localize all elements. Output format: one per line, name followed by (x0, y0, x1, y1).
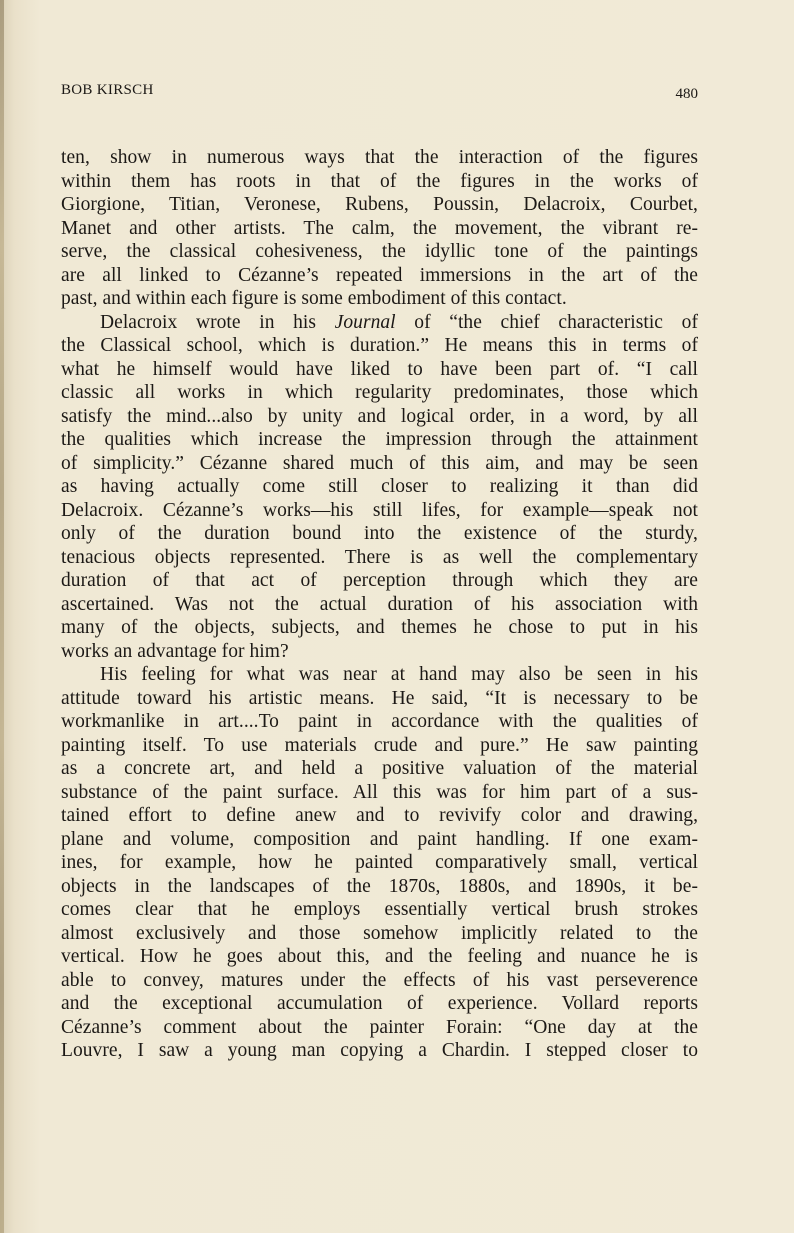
running-head-author: BOB KIRSCH (61, 82, 154, 98)
text-line: only of the duration bound into the existence of the sturdy, (61, 523, 698, 544)
journal-title: Journal (334, 311, 396, 333)
text-line: as a concrete art, and held a positive valuation of the material (61, 758, 698, 779)
text-line: plane and volume, composition and paint handling. If one exam- (61, 828, 698, 850)
text-line: Manet and other artists. The calm, the movement, the vibrant re- (61, 217, 698, 239)
text-line: duration of that act of perception through which they are (61, 570, 698, 591)
text-line: substance of the paint surface. All this was for him part of a sus- (61, 781, 698, 803)
text-line (61, 311, 698, 335)
text-line: the Classical school, which is duration.” He means this in terms of (61, 335, 698, 356)
text-line: attitude toward his artistic means. He said, “It is necessary to be (61, 687, 698, 709)
text-line: past, and within each figure is some embodiment of this contact. (61, 288, 567, 309)
text-line: within them has roots in that of the figures in the works of (61, 170, 698, 192)
text-line: are all linked to Cézanne’s repeated immersions in the art of the (61, 264, 698, 286)
text-line: works an advantage for him? (61, 640, 289, 662)
binding-edge (0, 0, 4, 1233)
text-line: Delacroix. Cézanne’s works—his still lifes, for example—speak not (61, 499, 698, 521)
page-number: 480 (675, 86, 698, 102)
text-line: classic all works in which regularity predominates, those which (61, 382, 698, 403)
text-line: the qualities which increase the impression through the attainment (61, 429, 698, 450)
text-line: ines, for example, how he painted comparatively small, vertical (61, 852, 698, 873)
text-line: able to convey, matures under the effects of his vast perseverence (61, 969, 698, 991)
text-line: painting itself. To use materials crude and pure.” He saw painting (61, 734, 698, 756)
text-line: Louvre, I saw a young man copying a Chardin. I stepped closer to (61, 1040, 698, 1061)
text-line: comes clear that he employs essentially vertical brush strokes (61, 899, 698, 920)
text-line: what he himself would have liked to have been part of. “I call (61, 358, 698, 380)
text-line: His feeling for what was near at hand may also be seen in his (100, 664, 698, 685)
text-line: ten, show in numerous ways that the interaction of the figures (61, 147, 698, 168)
text-line: workmanlike in art....To paint in accordance with the qualities of (61, 711, 698, 732)
text-line: of simplicity.” Cézanne shared much of this aim, and may be seen (61, 452, 698, 474)
text-line: Giorgione, Titian, Veronese, Rubens, Poussin, Delacroix, Courbet, (61, 194, 698, 215)
text-line: objects in the landscapes of the 1870s, 1880s, and 1890s, it be- (61, 875, 698, 897)
text-line: ascertained. Was not the actual duration of his association with (61, 593, 698, 615)
text-line: tenacious objects represented. There is as well the complementary (61, 546, 698, 568)
text-line: many of the objects, subjects, and themes he chose to put in his (61, 617, 698, 638)
text-line: tained effort to define anew and to revivify color and drawing, (61, 805, 698, 826)
running-head (61, 80, 698, 104)
text-line: as having actually come still closer to realizing it than did (61, 476, 698, 497)
text-line: and the exceptional accumulation of experience. Vollard reports (61, 993, 698, 1014)
body-text (61, 146, 698, 1063)
text-line: serve, the classical cohesiveness, the idyllic tone of the paintings (61, 241, 698, 262)
text-line: almost exclusively and those somehow implicitly related to the (61, 922, 698, 944)
text-line-segment: of “the chief characteristic of (395, 311, 698, 333)
text-line: satisfy the mind...also by unity and logical order, in a word, by all (61, 405, 698, 427)
text-line: Cézanne’s comment about the painter Forain: “One day at the (61, 1016, 698, 1038)
text-line: vertical. How he goes about this, and the feeling and nuance he is (61, 946, 698, 967)
text-line-segment: Delacroix wrote in his (100, 311, 335, 333)
